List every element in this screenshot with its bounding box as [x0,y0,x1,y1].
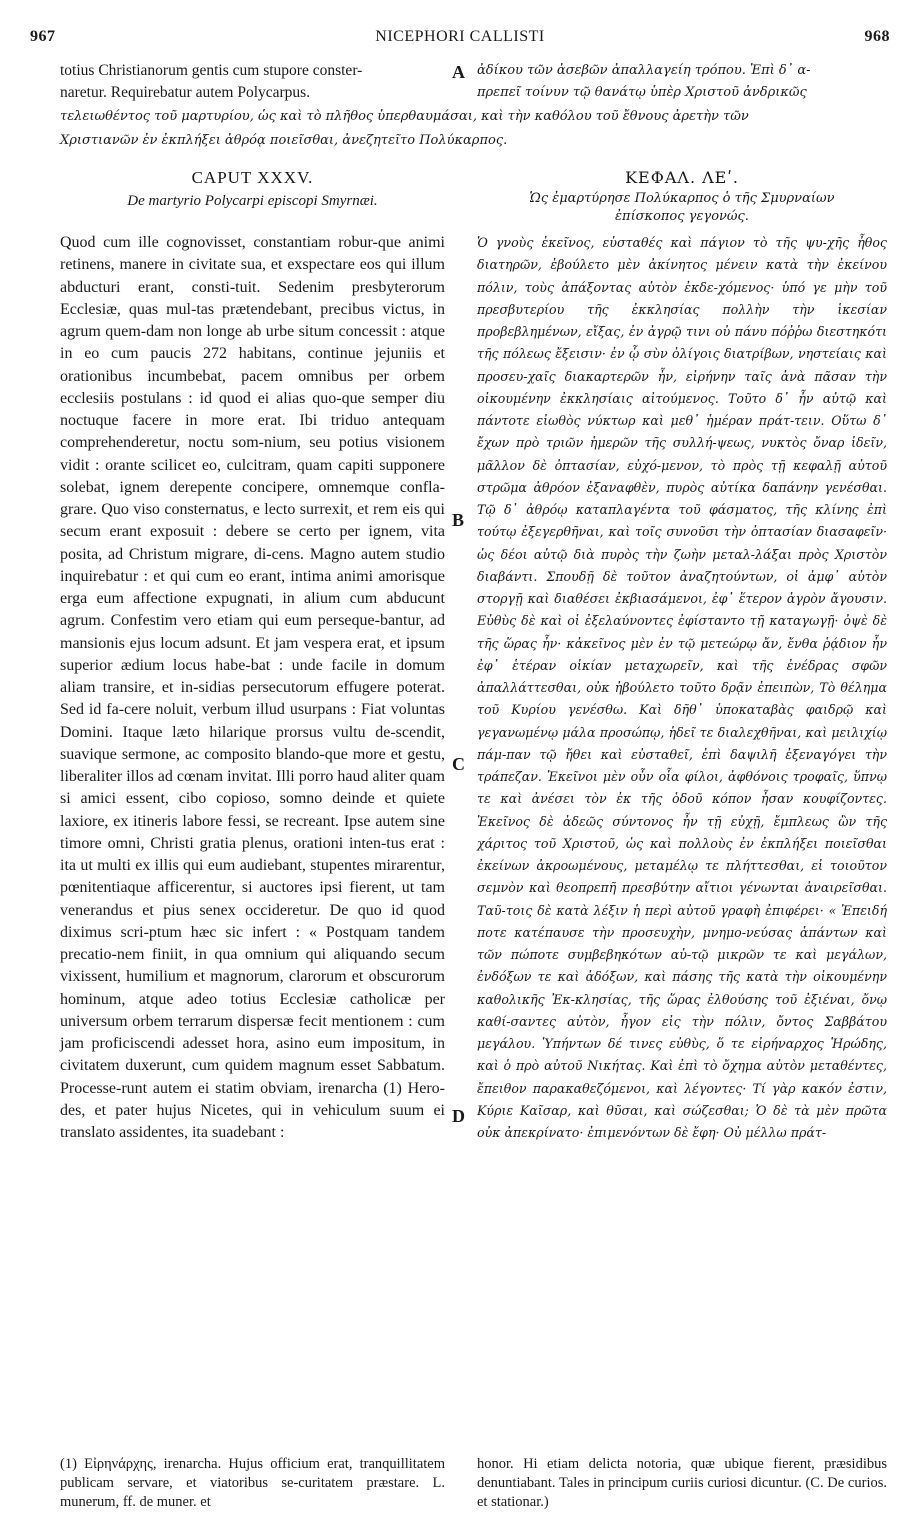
latin-body-text: Quod cum ille cognovisset, constantiam robur-que animi retinens, manere in civitate sua, et exspectare eos qui illum abducturi erant, consti-tuit. Sedenim presbyterorum Ecclesiæ, quas mul-tas prætendebant, precibus victus, in agrum quem-dam non longe ab urbe situm concessit : atque in eo cum paucis 272 habitans, continue jejuniis et orationibus incumbebat, pacem omnibus per orbem ecclesiis postulans : id quod ei alias quo-que semper diu noctuque facere in more erat. Ibi triduo antequam comprehenderetur, noctu som-nium, seu potius visionem vidit : orante scilicet eo, culcitram, quam capiti supponere solebat, ignem derepente concipere, omnemque confla-grare. Quo viso consternatus, e lecto surrexit, et rem eis qui secum erant exposuit : debere se certo per ignem, vita posita, ad Christum migrare, di-cens. Magno autem studio inquirebatur : et qui cum eo erant, intima animi amorisque erga eum affectione expugnati, in alium cum abducunt agrum. Confestim vero etiam qui eum perseque-bantur, ad mansionis ejus locum adsunt. Et jam vespera erat, et ipsum superior ædium locus habe-bat : unde facile in domum aliam transire, et in-sidias persecutorum effugere poterat. Sed id fa-cere noluit, verbum illud usurpans : Fiat voluntas Domini. Itaque læto hilarique prorsus vultu de-scendit, suavique sermone, ac composito blando-que more et gestu, liberaliter illos ad cœnam invitat. Illi porro haud aliter quam si amici essent, cibo copioso, somno deinde et quiete laxiore, ex itineris labore fessi, se recreant. Ipse autem sine timore omni, Christi gratia plenus, orationi inten-tus erat : ita ut multi ex illis qui eum audiebant, stupentes mirarentur, pœnitentiaque afficerentur, si auctores ipsi fierent, ut tam venerandus et pius senex occideretur. De quo id quod diximus scri-ptum hæc sic infert : « Postquam tandem precatio-nem finiit, in qua omnium qui aliquando secum vixissent, humilium et magnorum, clarorum et obscurorum hominum, atque adeo totius Ecclesiæ catholicæ per universum orbem terrarum dispersæ fecit mentionem : cum jam proficiscendi adesset hora, asino eum impositum, in civitatem duxerunt, cum quidem magnum esset Sabbatum. Processe-runt autem ei statim obviam, irenarcha (1) Hero-des, et pater hujus Nicetes, qui in vehiculum suum ei translato assidentes, ita suadebant : [60,234,445,1141]
top-latin-line-1: totius Christianorum gentis cum stupore conster- [60,62,363,79]
top-latin-line-2: naretur. Requirebatur autem Polycarpus. [60,84,311,101]
latin-chapter-heading: CAPUT XXXV. [191,168,314,187]
greek-chapter-heading: ΚΕΦΑΛ. ΛΕʹ. [625,168,739,187]
greek-body-text: Ὁ γνοὺς ἐκεῖνος, εὐσταθές καὶ πάγιον τὸ τῆς ψυ-χῆς ἦθος διατηρῶν, ἐβούλετο μὲν ἀκίνητος μένειν κατὰ τὴν ἐκείνου πόλιν, τοὺς ἀπάξοντας αὐτὸν ἐκδε-χόμενος· ὑπό γε μὴν τοῦ πρεσβυτερίου τῆς ἐκκλησίας πολλὴν τὴν ἱκεσίαν προβεβλημένων, εἴξας, ἐν ἀγρῷ τινι οὐ πάνυ πόῤῥω διεστηκότι τῆς πόλεως ἔξεισιν· ἐν ᾧ σὺν ὀλίγοις διατρίβων, νηστείαις καὶ προσευ-χαῖς διακαρτερῶν ἦν, εἰρήνην ταῖς ἀνὰ πᾶσαν τὴν οἰκουμένην ἐκκλησίαις αἰτούμενος. Τοῦτο δ᾽ ἦν αὐτῷ καὶ πάντοτε εἰωθὸς νύκτωρ καὶ μεθ᾽ ἡμέραν πράτ-τειν. Οὕτω δ᾽ ἔχων πρὸ τριῶν ἡμερῶν τῆς συλλή-ψεως, νυκτὸς ὄναρ ἰδεῖν, μᾶλλον δὲ ὀπτασίαν, εὐχό-μενον, τὸ πρὸς τῇ κεφαλῇ αὐτοῦ στρῶμα ἀθρόον ἐξαναφθὲν, πυρὸς αὐτίκα δαπάνην γενέσθαι. Τῷ δ᾽ ἀθρόῳ καταπλαγέντα τοῦ φάσματος, τῆς κλίνης ἐπὶ τούτῳ ἐξεγερθῆναι, καὶ τοῖς συνοῦσι τὴν ὀπτασίαν διασαφεῖν· ὡς δέοι αὐτῷ διὰ πυρὸς τὴν ζωὴν μεταλ-λάξαι πρὸς Χριστὸν διαβάντι. Σπουδῇ δὲ τοῦτον ἀναζητούντων, οἱ ἀμφ᾽ αὐτὸν στοργῇ καὶ διαθέσει ἐκβιασάμενοι, ἐφ᾽ ἕτερον ἀγρὸν ἄγουσιν. Εὐθὺς δὲ καὶ οἱ ἐξελαύνοντες ἐφίσταντο τῇ καταγωγῇ· ὀψὲ δὲ τῆς ὥρας ἦν· κἀκεῖνος μὲν ἐν τῷ μετεώρῳ ἄν, ἔνθα ῥᾴδιον ἦν ἐφ᾽ ἑτέραν οἰκίαν μεταχωρεῖν, καὶ τῆς ἐνέδρας σφῶν ἀπαλλάττεσθαι, οὐκ ἠβούλετο τοῦτο δρᾷν ἐπειπὼν, Τὸ θέλημα τοῦ Κυρίου γενέσθω. Καὶ δῆθ᾽ ὑποκαταβὰς φαιδρῷ καὶ γεγανωμένῳ μάλα προσώπῳ, ἡδεῖ τε διαλεχθῆναι, καὶ μειλιχίῳ πάμ-παν τῷ ἤθει καὶ εὐσταθεῖ, ἐπὶ δαψιλῆ ἐξεναγόγει τὴν τράπεζαν. Ἐκεῖνοι μὲν οὖν οἷα φίλοι, ἀφθόνοις τροφαῖς, ὕπνῳ τε καὶ ἀνέσει τὸν ἐκ τῆς ὁδοῦ κόπον ἦσαν κουφίζοντες. Ἐκεῖνος δὲ ἀδεῶς σύντονος ἦν τῇ εὐχῇ, ἔμπλεως ὢν τῆς χάριτος τοῦ Χριστοῦ, ὡς καὶ πολλοὺς ἐν ἐκπλήξει ποιεῖσθαι ἐκείνων ἀκροωμένους, μεταμέλῳ τε πλήττεσθαι, εἰ τοιοῦτον σεμνὸν καὶ θεοπρεπῆ πρεσβύτην αἴτιοι γένωνται ἀναιρεῖσθαι. Ταῦ-τοις δὲ κατὰ λέξιν ἡ περὶ αὐτοῦ γραφὴ ἐπιφέρει· « Ἐπειδή ποτε κατέπαυσε τὴν προσευχὴν, μνημο-νεύσας ἁπάντων καὶ τῶν πώποτε συμβεβηκότων αὐ-τῷ μικρῶν τε καὶ μεγάλων, ἐνδόξων τε καὶ ἀδόξων, καὶ πάσης τῆς κατὰ τὴν οἰκουμένην καθολικῆς Ἐκ-κλησίας, τῆς ὥρας ἐλθούσης τοῦ ἐξιέναι, ὄνῳ καθί-σαντες αὐτὸν, ἦγον εἰς τὴν πόλιν, ὄντος Σαββάτου μεγάλου. Ὑπήντων δέ τινες εὐθὺς, ὅ τε εἰρήναρχος Ἡρώδης, καὶ ὁ πρὸ αὐτοῦ Νικήτας. Καὶ ἐπὶ τὸ ὄχημα αὐτὸν μεταθέντες, ἔπειθον παρακαθεζόμενοι, καὶ λέγοντες· Τί γὰρ κακόν ἐστιν, Κύριε Καῖσαρ, καὶ θῦσαι, καὶ σώζεσθαι; Ὁ δὲ τὰ μὲν πρῶτα οὐκ ἀπεκρίνατο· ἐπιμενόντων δὲ ἔφη· Οὐ μέλλω πράτ- [477,235,887,1140]
greek-column [477,232,887,1144]
top-greek-line-2: πρεπεῖ τοίνυν τῷ θανάτῳ ὑπὲρ Χριστοῦ ἀνδρικῶς [477,85,807,100]
running-title: NICEPHORI CALLISTI [375,28,545,45]
margin-marker-b: B [452,510,465,530]
top-greek-line-3: τελειωθέντος τοῦ μαρτυρίου, ὡς καὶ τὸ πλῆθος ὑπερθαυμάσαι, καὶ τὴν καθόλου τοῦ ἔθνους ἀρετὴν τῶν [60,109,749,124]
greek-chapter-subtitle-1: Ὡς ἐμαρτύρησε Πολύκαρπος ὁ τῆς Σμυρναίων [529,191,835,206]
top-greek-line-1: ἀδίκου τῶν ἀσεβῶν ἀπαλλαγείη τρόπου. Ἐπὶ δ᾽ α- [477,63,811,78]
greek-chapter-subtitle-2: ἐπίσκοπος γεγονώς. [615,209,749,224]
latin-column [60,232,445,1144]
latin-chapter-subtitle: De martyrio Polycarpi episcopi Smyrnæi. [127,193,378,209]
margin-marker-d: D [452,1106,465,1126]
footnote-left: (1) Εἰρηνάρχης, irenarcha. Hujus officium erat, tranquillitatem publicam servare, et viatoribus se-curitatem præstare. L. munerum, ff. de muner. et [60,1456,445,1510]
page-number-left: 967 [30,28,56,45]
top-greek-line-4: Χριστιανῶν ἐν ἐκπλήξει ἀθρόᾳ ποιεῖσθαι, ἀνεζητεῖτο Πολύκαρπος. [60,133,508,148]
page-number-right: 968 [864,28,890,45]
margin-marker-c: C [452,754,465,774]
margin-marker-a: A [452,62,465,82]
running-header [30,28,890,50]
footnote-right: honor. Hi etiam delicta notoria, quæ ubique fierent, præsidibus denuntiabant. Tales in principum curiis curiosi dicuntur. (C. De curios. et stationar.) [477,1456,887,1510]
